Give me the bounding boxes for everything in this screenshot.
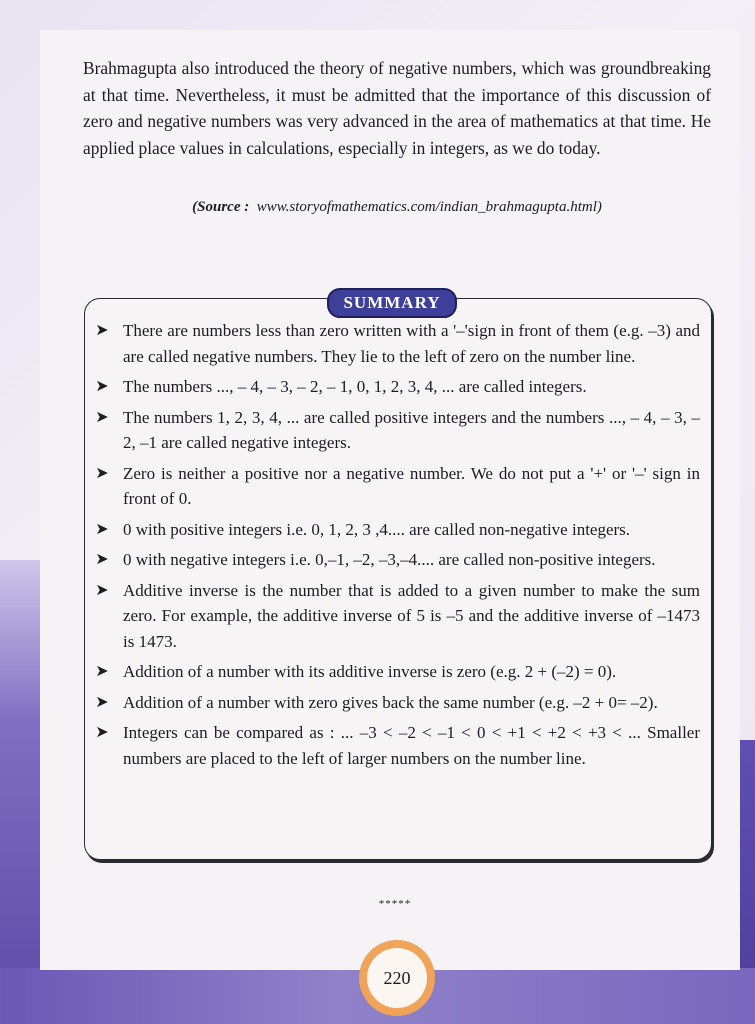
arrow-bullet-icon: ➤ — [95, 724, 109, 741]
list-item: ➤ The numbers ..., – 4, – 3, – 2, – 1, 0, 1, 2, 3, 4, ... are called integers. — [92, 374, 700, 400]
list-item: ➤ 0 with negative integers i.e. 0,–1, –2, –3,–4.... are called non-positive integers. — [92, 547, 700, 573]
arrow-bullet-icon: ➤ — [95, 520, 109, 538]
section-end-stars: ***** — [378, 898, 412, 910]
source-citation — [83, 199, 711, 216]
list-item: ➤ Zero is neither a positive nor a negative number. We do not put a '+' or '–' sign in front of 0. — [92, 461, 700, 512]
list-item: ➤ Addition of a number with zero gives back the same number (e.g. –2 + 0= –2). — [92, 690, 700, 716]
arrow-bullet-icon: ➤ — [95, 464, 109, 482]
summary-title: SUMMARY — [327, 288, 457, 318]
list-item: ➤ There are numbers less than zero written with a '–'sign in front of them (e.g. –3) and are called negative numbers. They lie to the left of zero on the number line. — [92, 318, 700, 369]
list-item: ➤ Additive inverse is the number that is added to a given number to make the sum zero. For example, the additive inverse of 5 is –5 and the additive inverse of –1473 is 1473. — [92, 578, 700, 655]
source-label: (Source : — [192, 199, 250, 215]
arrow-bullet-icon: ➤ — [95, 408, 109, 426]
list-item: ➤ Addition of a number with its additive inverse is zero (e.g. 2 + (–2) = 0). — [92, 659, 700, 685]
source-url: www.storyofmathematics.com/indian_brahmagupta.html) — [256, 199, 602, 215]
intro-paragraph: Brahmagupta also introduced the theory of negative numbers, which was groundbreaking at that time. Nevertheless, it must be admitted that the importance of this discussion of zero and negative numbers was very advanced in the area of mathematics at that time. He applied place values in calculations, especially in integers, as we do today. — [83, 58, 711, 158]
arrow-bullet-icon: ➤ — [95, 322, 109, 339]
summary-list — [92, 318, 700, 776]
arrow-bullet-icon: ➤ — [95, 551, 109, 568]
arrow-bullet-icon: ➤ — [95, 378, 109, 395]
arrow-bullet-icon: ➤ — [95, 663, 109, 680]
arrow-bullet-icon: ➤ — [95, 581, 109, 599]
list-item: ➤ Integers can be compared as : ... –3 < –2 < –1 < 0 < +1 < +2 < +3 < ... Smaller numbers are placed to the left of larger numbers on the number line. — [92, 720, 700, 771]
list-item: ➤ The numbers 1, 2, 3, 4, ... are called positive integers and the numbers ..., – 4, – 3, – 2, –1 are called negative integers. — [92, 405, 700, 456]
arrow-bullet-icon: ➤ — [95, 693, 109, 711]
page-number: 220 — [367, 948, 427, 1008]
list-item: ➤ 0 with positive integers i.e. 0, 1, 2, 3 ,4.... are called non-negative integers. — [92, 517, 700, 543]
